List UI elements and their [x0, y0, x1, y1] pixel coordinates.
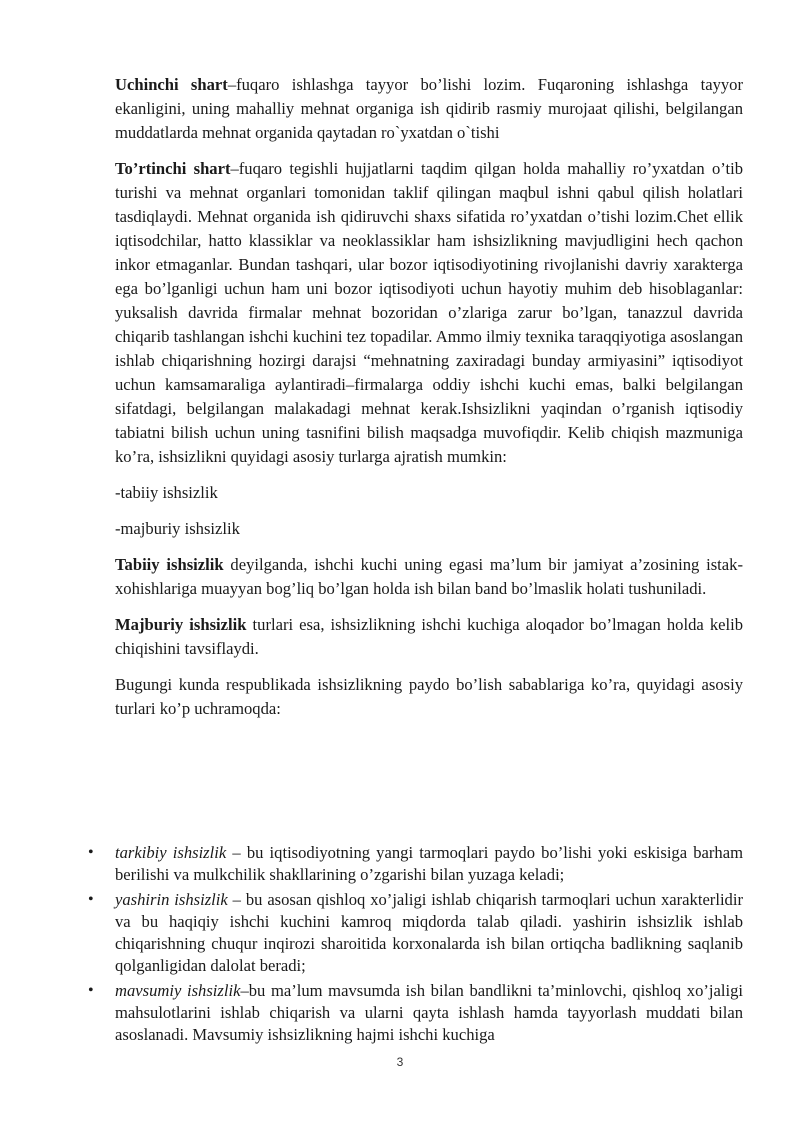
paragraph-text: turlari esa, ishsizlikning ishchi kuchiga aloqador bo’lmagan holda kelib chiqishini tavsiflaydi.: [115, 615, 743, 658]
list-item-term: tarkibiy ishsizlik: [115, 843, 227, 862]
list-item-text: –bu ma’lum mavsumda ish bilan bandlikni ta’minlovchi, qishloq xo’jaligi mahsulotlarini ishlab chiqarish va ularni qayta ishlash hamda tayyorlash muddati bilan asoslanadi. Mavsumiy ishsizlikning hajmi ishchi kuchiga: [115, 981, 743, 1044]
list-line-natural: -tabiiy ishsizlik: [115, 483, 218, 502]
paragraph-heading: Majburiy ishsizlik: [115, 615, 247, 634]
paragraph-forced-unemployment: [115, 613, 743, 661]
paragraph-text: –fuqaro ishlashga tayyor bo’lishi lozim. Fuqaroning ishlashga tayyor ekanligini, uning mahalliy mehnat organiga ish qidirib rasmiy murojaat qilishi, belgilangan muddatlarda mehnat organida qaytadan ro`yxatdan o`tishi: [115, 75, 743, 142]
paragraph-natural-unemployment: [115, 553, 743, 601]
paragraph-fourth-condition: [115, 157, 743, 469]
paragraph-heading: Uchinchi shart: [115, 75, 228, 94]
bullet-icon: •: [88, 844, 94, 861]
page-number: 3: [396, 1055, 404, 1069]
list-item: [83, 980, 743, 1046]
paragraph-third-condition: [115, 73, 743, 145]
list-item-term: mavsumiy ishsizlik: [115, 981, 241, 1000]
paragraph-heading: Tabiiy ishsizlik: [115, 555, 224, 574]
unemployment-types-list: [83, 842, 743, 1049]
list-item: [83, 842, 743, 886]
list-item-text: – bu iqtisodiyotning yangi tarmoqlari paydo bo’lishi yoki eskisiga barham berilishi va mulkchilik shakllarining o’zgarishi bilan yuzaga keladi;: [115, 843, 743, 884]
list-item-term: yashirin ishsizlik: [115, 890, 228, 909]
list-item: [83, 889, 743, 977]
paragraph-text: –fuqaro tegishli hujjatlarni taqdim qilgan holda mahalliy ro’yxatdan o’tib turishi va mehnat organlari tomonidan taklif qilingan maqbul ishni qabul qilish holatlari tasdiqlaydi. Mehnat organida ish qidiruvchi shaxs sifatida ro’yxatdan o’tishi lozim.Chet ellik iqtisodchilar, hatto klassiklar va neoklassiklar ham ishsizlikning mavjudligini hech qachon inkor etmaganlar. Bundan tashqari, ular bozor iqtisodiyotining rivojlanishi davriy xarakterga ega bo’lganligi uchun ham uni bozor iqtisodiyoti uchun hayotiy muhim deb hisoblaganlar: yuksalish davrida firmalar mehnat bozoridan o’zlariga zarur bo’lgan, tanazzul davrida chiqarib tashlangan ishchi kuchini tez topadilar. Ammo ilmiy texnika taraqqiyotiga asoslangan ishlab chiqarishning hozirgi darajsi “mehnatning zaxiradagi bunday armiyasini” iqtisodiyot uchun kamsamaraliga aylantiradi–firmalarga oddiy ishchi kuchi emas, balki belgilangan sifatdagi, belgilangan malakadagi mehnat kerak.Ishsizlikni yaqindan o’rganish iqtisodiy tabiatni bilish uchun uning tasnifini bilish maqsadga muvofiqdir. Kelib chiqish mazmuniga ko’ra, ishsizlikni quyidagi asosiy turlarga ajratish mumkin:: [115, 159, 743, 466]
body-text: [115, 73, 743, 721]
bullet-icon: •: [88, 891, 94, 908]
paragraph-heading: To’rtinchi shart: [115, 159, 231, 178]
list-item-text: – bu asosan qishloq xo’jaligi ishlab chiqarish tarmoqlari uchun xarakterlidir va bu haqiqiy ishchi kuchini kamroq miqdorda talab qiladi. yashirin ishsizlik ishlab chiqarishning chuqur inqirozi sharoitida korxonalarda ish bilan ortiqcha badlikning saqlanib qolganligidan dalolat beradi;: [115, 890, 743, 975]
paragraph-current-types: Bugungi kunda respublikada ishsizlikning paydo bo’lish sabablariga ko’ra, quyidagi asosiy turlari ko’p uchramoqda:: [115, 675, 743, 718]
list-line-forced: -majburiy ishsizlik: [115, 519, 240, 538]
bullet-icon: •: [88, 982, 94, 999]
paragraph-text: deyilganda, ishchi kuchi uning egasi ma’lum bir jamiyat a’zosining istak-xohishlariga muayyan bog’liq bo’lgan holda ish bilan band bo’lmaslik holati tushuniladi.: [115, 555, 743, 598]
